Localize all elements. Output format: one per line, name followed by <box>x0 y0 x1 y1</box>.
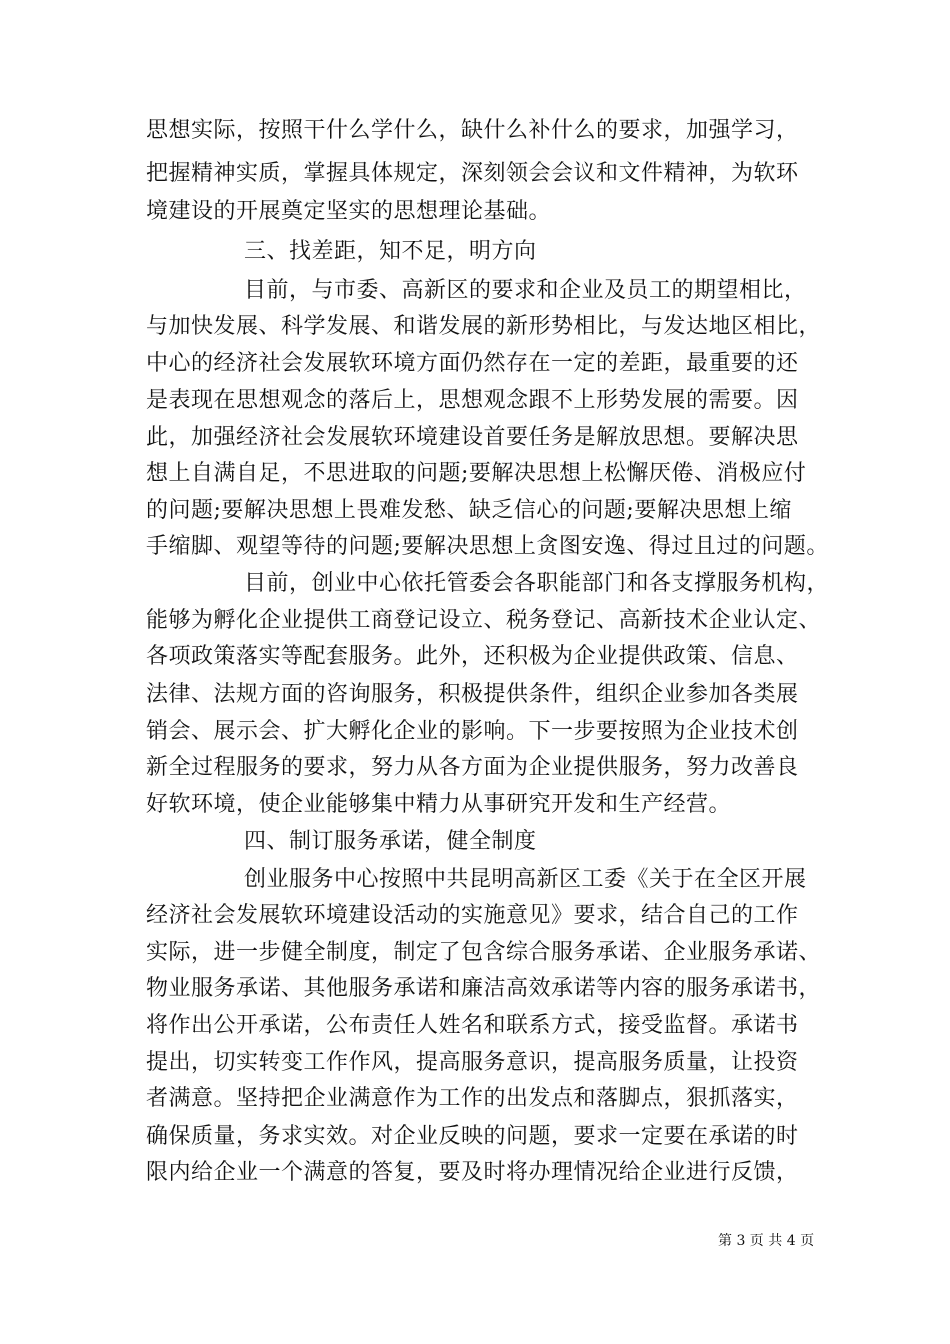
text-line: 创业服务中心按照中共昆明高新区工委《关于在全区开展 <box>244 867 807 892</box>
text-line: 想上自满自足，不思进取的问题;要解决思想上松懈厌倦、消极应付 <box>146 461 807 486</box>
text-line: 确保质量，务求实效。对企业反映的问题，要求一定要在承诺的时 <box>146 1124 799 1149</box>
text-line: 将作出公开承诺，公布责任人姓名和联系方式，接受监督。承诺书 <box>146 1013 799 1038</box>
text-line: 好软环境，使企业能够集中精力从事研究开发和生产经营。 <box>146 792 732 817</box>
text-line: 是表现在思想观念的落后上，思想观念跟不上形势发展的需要。因 <box>146 388 799 413</box>
text-line: 目前，与市委、高新区的要求和企业及员工的期望相比， <box>244 278 807 303</box>
text-line: 中心的经济社会发展软环境方面仍然存在一定的差距，最重要的还 <box>146 351 799 376</box>
text-line: 法律、法规方面的咨询服务，积极提供条件，组织企业参加各类展 <box>146 682 799 707</box>
section-heading: 四、制订服务承诺，健全制度 <box>244 829 537 854</box>
page-number-footer: 第 3 页 共 4 页 <box>718 1233 815 1249</box>
text-line: 的问题;要解决思想上畏难发愁、缺乏信心的问题;要解决思想上缩 <box>146 498 792 523</box>
text-line: 此，加强经济社会发展软环境建设首要任务是解放思想。要解决思 <box>146 425 799 450</box>
text-line: 销会、展示会、扩大孵化企业的影响。下一步要按照为企业技术创 <box>146 719 799 744</box>
text-line: 目前，创业中心依托管委会各职能部门和各支撑服务机构， <box>244 571 830 596</box>
section-heading: 三、找差距，知不足，明方向 <box>244 239 537 264</box>
text-line: 物业服务承诺、其他服务承诺和廉洁高效承诺等内容的服务承诺书， <box>146 976 822 1001</box>
text-line: 限内给企业一个满意的答复，要及时将办理情况给企业进行反馈， <box>146 1160 799 1185</box>
text-line: 经济社会发展软环境建设活动的实施意见》要求，结合自己的工作 <box>146 903 799 928</box>
text-line: 能够为孵化企业提供工商登记设立、税务登记、高新技术企业认定、 <box>146 608 822 633</box>
text-line: 各项政策落实等配套服务。此外，还积极为企业提供政策、信息、 <box>146 644 799 669</box>
text-line: 实际，进一步健全制度，制定了包含综合服务承诺、企业服务承诺、 <box>146 940 822 965</box>
text-line: 把握精神实质，掌握具体规定，深刻领会会议和文件精神，为软环 <box>146 161 799 186</box>
text-line: 手缩脚、观望等待的问题;要解决思想上贪图安逸、得过且过的问题。 <box>146 534 829 559</box>
text-line: 与加快发展、科学发展、和谐发展的新形势相比，与发达地区相比， <box>146 314 822 339</box>
text-line: 者满意。坚持把企业满意作为工作的出发点和落脚点，狠抓落实， <box>146 1086 799 1111</box>
text-line: 境建设的开展奠定坚实的思想理论基础。 <box>146 199 552 224</box>
text-line: 新全过程服务的要求，努力从各方面为企业提供服务，努力改善良 <box>146 755 799 780</box>
text-line: 思想实际，按照干什么学什么，缺什么补什么的要求，加强学习， <box>146 118 799 143</box>
text-line: 提出，切实转变工作作风，提高服务意识，提高服务质量，让投资 <box>146 1050 799 1075</box>
